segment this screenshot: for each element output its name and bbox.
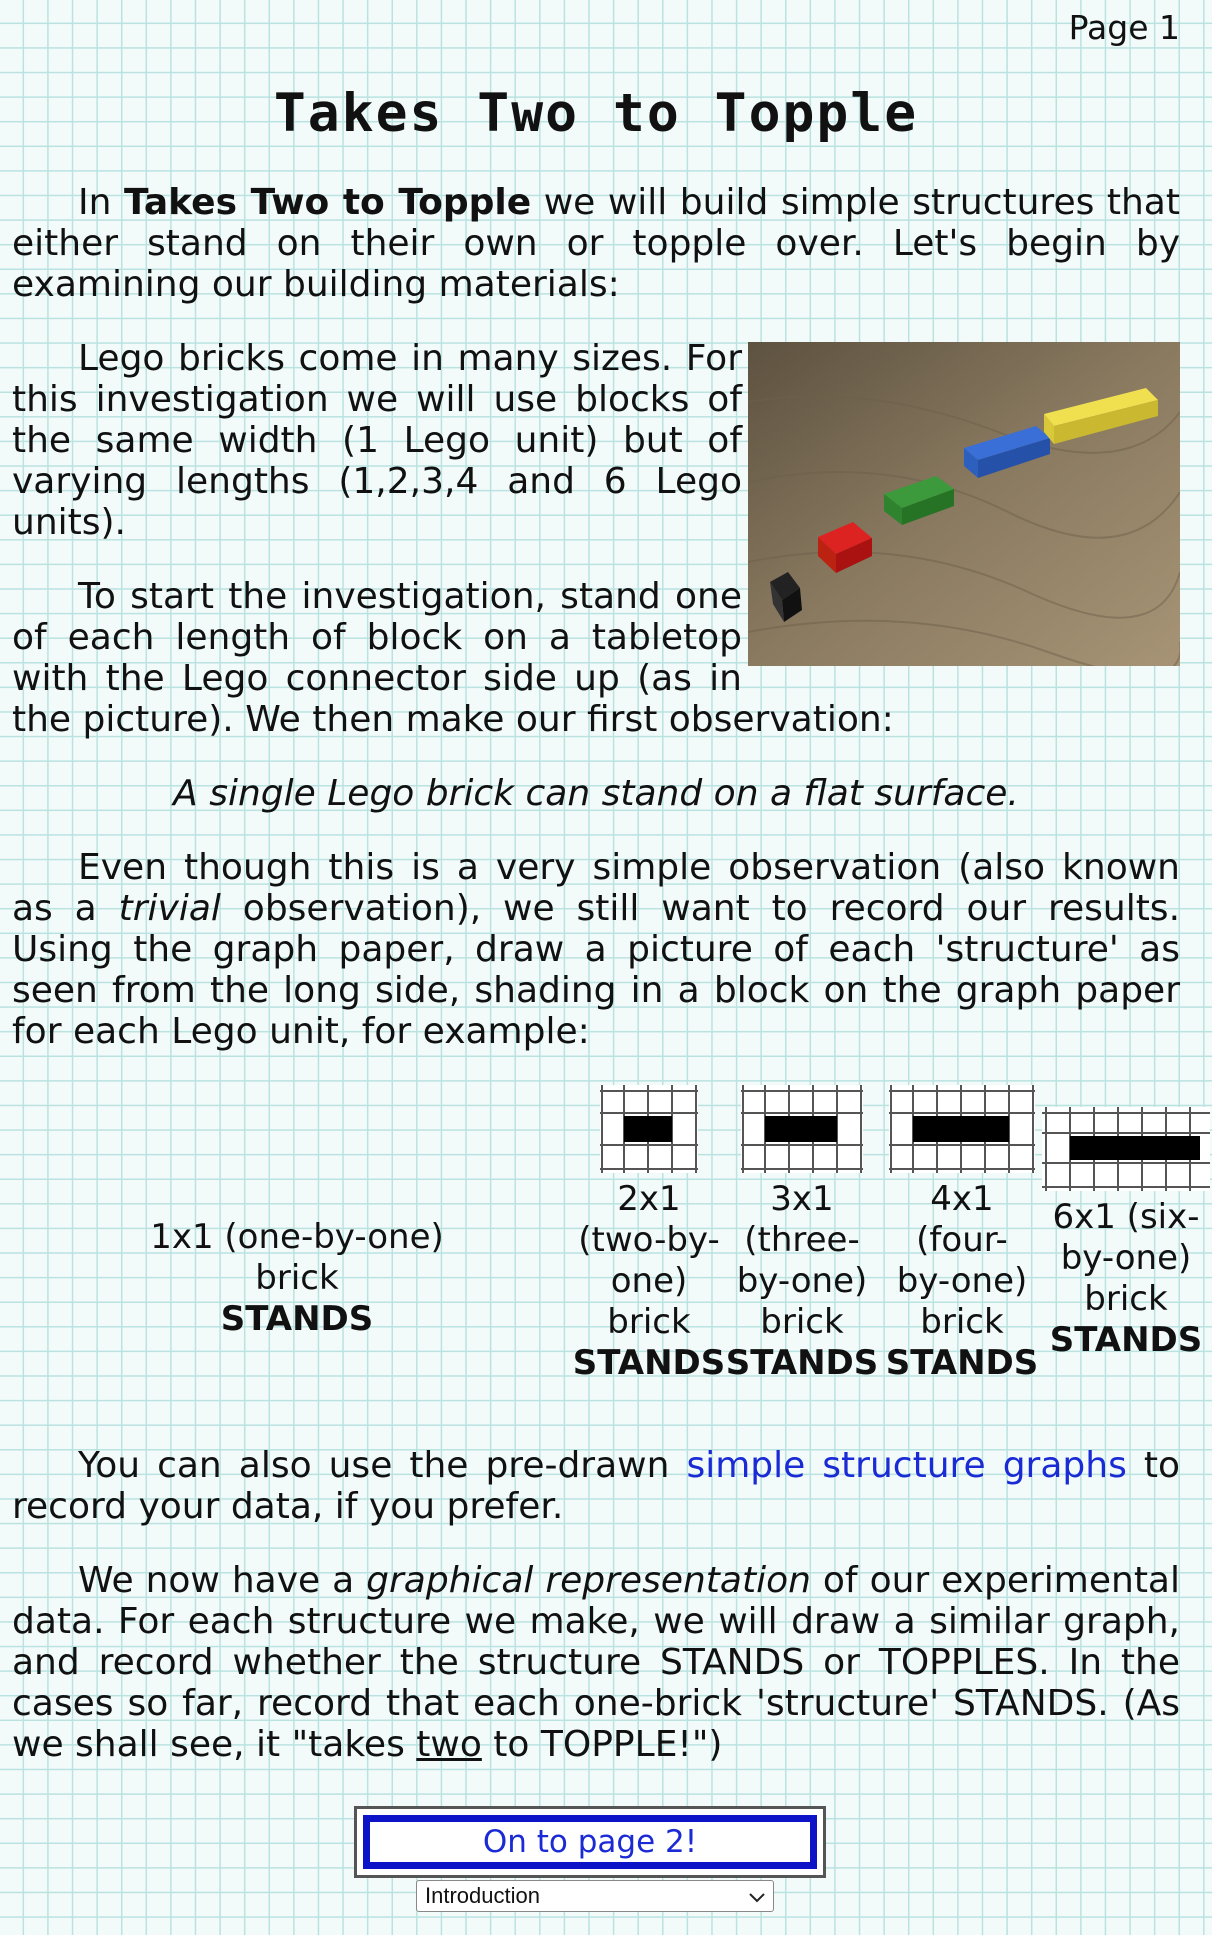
example-status: STANDS bbox=[725, 1343, 879, 1383]
example-label: 6x1 (six- bbox=[1052, 1197, 1200, 1237]
example-label: one) bbox=[610, 1261, 688, 1301]
example-label: by-one) bbox=[896, 1261, 1028, 1301]
record-paragraph bbox=[12, 847, 1180, 1052]
page-content bbox=[12, 83, 1203, 1798]
page-title: Takes Two to Topple bbox=[273, 83, 919, 144]
final-text-2: of our experimental data. For each structure we make, we will draw a similar graph, and record whether the structure STANDS or TOPPLES. In the cases so far, record that each one-brick 'structure' STANDS. (As we shall see, it "takes bbox=[12, 1560, 1180, 1765]
example-label: by-one) bbox=[736, 1261, 868, 1301]
graphs-text-1: You can also use the pre-drawn bbox=[78, 1445, 687, 1486]
example-label: by-one) bbox=[1060, 1238, 1192, 1278]
example-label: brick bbox=[1084, 1279, 1168, 1319]
example-status: STANDS bbox=[220, 1299, 374, 1339]
chevron-down-icon bbox=[749, 1883, 765, 1909]
record-text-1: Even though this is a very simple observation (also known as a bbox=[12, 847, 1180, 929]
graphs-text-2: to record your data, if you prefer. bbox=[12, 1445, 1180, 1527]
example-status: STANDS bbox=[572, 1343, 726, 1383]
example-label: 2x1 bbox=[617, 1179, 681, 1219]
intro-paragraph bbox=[12, 182, 1180, 305]
example-label: brick bbox=[920, 1302, 1004, 1342]
example-label: 1x1 (one-by-one) bbox=[150, 1217, 444, 1257]
page-select-dropdown[interactable] bbox=[416, 1880, 774, 1912]
final-text-3: to TOPPLE!") bbox=[481, 1724, 723, 1765]
final-underline: two bbox=[416, 1724, 482, 1765]
brick-examples bbox=[12, 1085, 1203, 1415]
graph-4x1-icon bbox=[889, 1085, 1035, 1173]
example-label: 4x1 bbox=[930, 1179, 994, 1219]
graph-2x1-icon bbox=[600, 1085, 698, 1173]
example-4x1 bbox=[882, 1085, 1042, 1384]
lego-bricks-photo bbox=[748, 342, 1180, 666]
example-label: 3x1 bbox=[770, 1179, 834, 1219]
example-label: brick bbox=[607, 1302, 691, 1342]
graphs-paragraph bbox=[12, 1445, 1180, 1527]
example-status: STANDS bbox=[1049, 1320, 1203, 1360]
intro-text-2: we will build simple structures that either stand on their own or topple over. Let's begin by examining our building materials: bbox=[12, 182, 1180, 305]
graph-6x1-icon bbox=[1042, 1107, 1210, 1191]
page-label: Page 1 bbox=[1068, 8, 1180, 47]
page-select-value: Introduction bbox=[425, 1883, 540, 1908]
simple-structure-graphs-link[interactable]: simple structure graphs bbox=[686, 1445, 1127, 1486]
example-label: (four- bbox=[916, 1220, 1008, 1260]
example-status: STANDS bbox=[885, 1343, 1039, 1383]
final-paragraph bbox=[12, 1560, 1180, 1765]
record-italic: trivial bbox=[118, 888, 221, 929]
intro-text-1: In bbox=[78, 182, 124, 223]
example-label: brick bbox=[255, 1258, 339, 1298]
observation-text: A single Lego brick can stand on a flat surface. bbox=[173, 773, 1019, 814]
graph-3x1-icon bbox=[741, 1085, 863, 1173]
example-2x1 bbox=[560, 1085, 738, 1384]
intro-bold-title: Takes Two to Topple bbox=[123, 182, 532, 223]
final-text-1: We now have a bbox=[78, 1560, 367, 1601]
final-italic: graphical representation bbox=[366, 1560, 811, 1601]
example-label: brick bbox=[760, 1302, 844, 1342]
example-label: (three- bbox=[744, 1220, 860, 1260]
example-6x1 bbox=[1042, 1107, 1210, 1361]
example-1x1 bbox=[132, 1217, 462, 1340]
record-text-2: observation), we still want to record our results. Using the graph paper, draw a picture of each 'structure' as seen from the long side, shading in a block on the graph paper for each Lego unit, for example: bbox=[12, 888, 1181, 1052]
nav-button-frame bbox=[354, 1806, 826, 1878]
start-paragraph: To start the investigation, stand one of each length of block on a tabletop with the Lego connector side up (as in the picture). We then make our first observation: bbox=[12, 576, 894, 740]
bricks-paragraph: Lego bricks come in many sizes. For this investigation we will use blocks of the same width (1 Lego unit) but of varying lengths (1,2,3,4 and 6 Lego units). bbox=[12, 338, 742, 543]
next-page-button[interactable]: On to page 2! bbox=[363, 1815, 817, 1869]
example-3x1 bbox=[722, 1085, 882, 1384]
example-label: (two-by- bbox=[578, 1220, 720, 1260]
